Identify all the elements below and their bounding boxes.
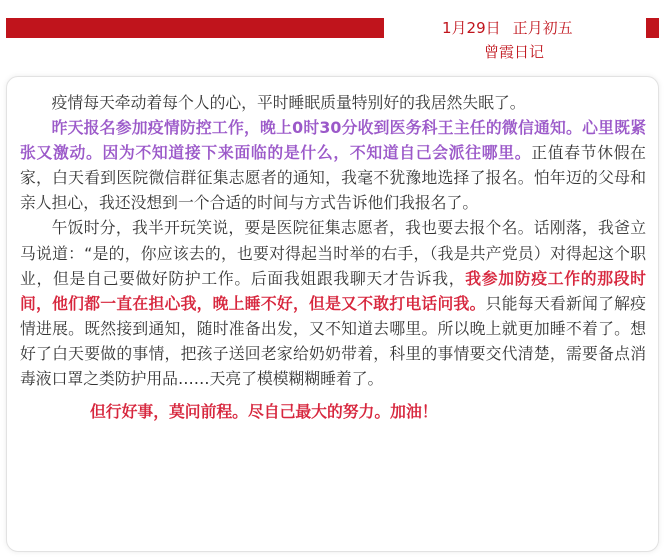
paragraph-2 [20, 115, 646, 215]
paragraph-3-start: 午饭时分，我半开玩笑说，要是医院征集志愿者，我也要去报个名。话刚落，我爸立马说道：“是的，你应该去的，也要对得起当时举的右手，（我是共产党员）对得起这个职业，但是自己要做好防护工作。后面我姐跟我聊天才告诉我， [20, 218, 646, 288]
highlight-family-worry: 我参加防疫工作的那段时间，他们都一直在担心我，晚上睡不好，但是又不敢打电话问我。 [20, 268, 646, 313]
closing-motto: 但行好事，莫问前程。尽自己最大的努力。加油！ [90, 402, 438, 422]
header-red-bar-right [646, 18, 659, 38]
paragraph-3 [20, 215, 646, 391]
date: 1月29日 [442, 19, 501, 37]
lunar-date: 正月初五 [512, 19, 573, 37]
date-line [442, 18, 642, 38]
paragraph-1: 疫情每天牵动着每个人的心，平时睡眠质量特别好的我居然失眠了。 [51, 93, 526, 112]
paragraph-2-text: 正值春节休假在家，白天看到医院微信群征集志愿者的通知，我毫不犹豫地选择了报名。怕年迈的父母和亲人担心，我还没想到一个合适的时间与方式告诉他们我报名了。 [20, 143, 646, 213]
diary-content [20, 90, 646, 424]
paragraph-3-end: 只能每天看新闻了解疫情进展。既然接到通知，随时准备出发，又不知道去哪里。所以晚上就更加睡不着了。想好了白天要做的事情，把孩子送回老家给奶奶带着，科里的事情要交代清楚，需要备点消毒液口罩之类防护用品……天亮了模模糊糊睡着了。 [20, 293, 646, 389]
highlight-notification: 昨天报名参加疫情防控工作，晚上0时30分收到医务科王主任的微信通知。心里既紧张又激动。因为不知道接下来面临的是什么，不知道自己会派往哪里。 [20, 118, 646, 163]
diary-author: 曾霞日记 [484, 43, 545, 61]
header-red-bar-left [6, 18, 384, 38]
